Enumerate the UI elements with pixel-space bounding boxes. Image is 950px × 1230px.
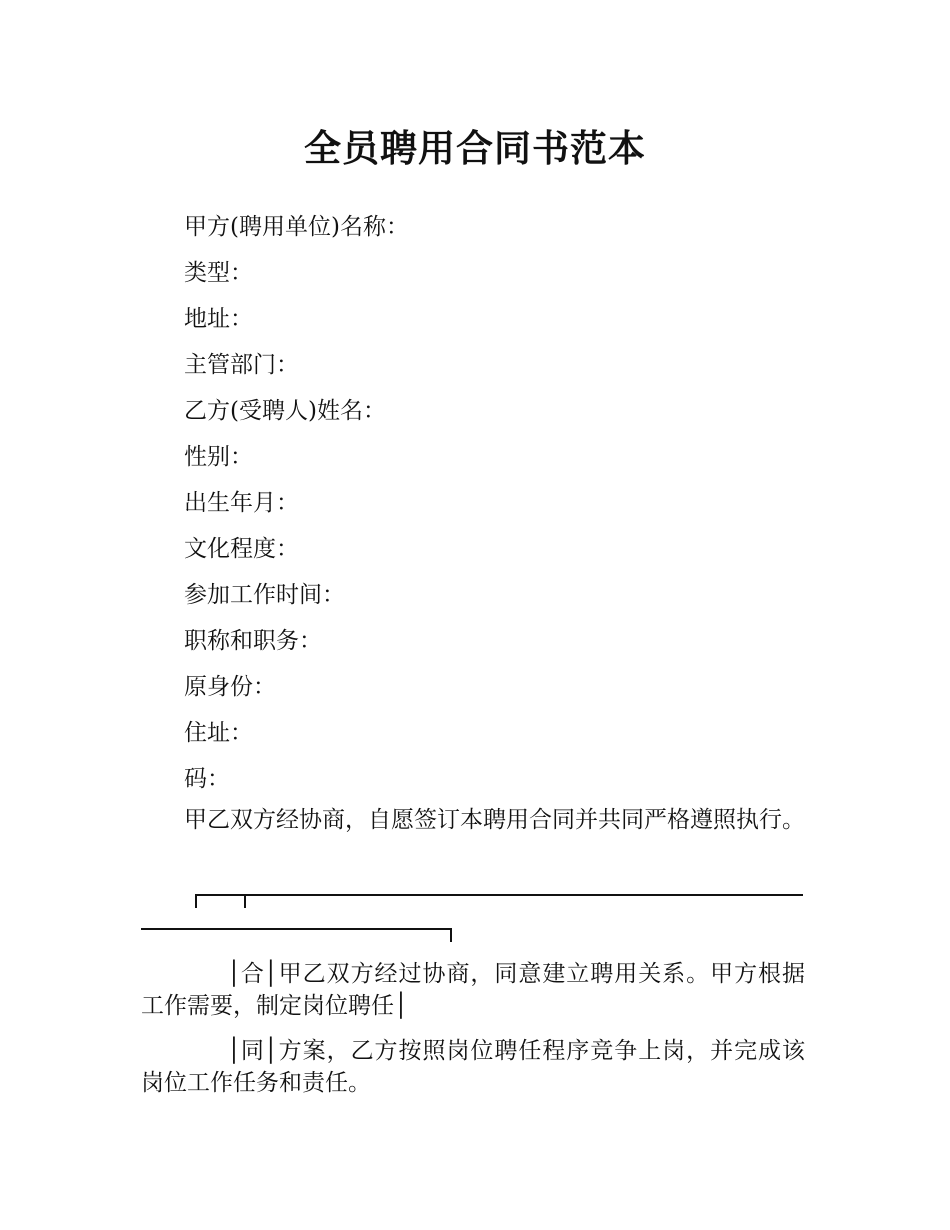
row-label-he: │合│	[227, 961, 278, 987]
field-work-start: 参加工作时间：	[184, 582, 345, 608]
table-row-1	[141, 958, 805, 1022]
field-supervising-dept: 主管部门：	[184, 352, 299, 378]
field-type: 类型：	[184, 260, 253, 286]
field-title-position: 职称和职务：	[184, 628, 322, 654]
row-label-tong: │同│	[227, 1038, 278, 1064]
field-gender: 性别：	[184, 444, 253, 470]
row-text-1: 甲乙双方经过协商，同意建立聘用关系。甲方根据工作需要，制定岗位聘任│	[141, 961, 805, 1019]
field-address: 地址：	[184, 306, 253, 332]
intro-paragraph: 甲乙双方经协商，自愿签订本聘用合同并共同严格遵照执行。	[184, 807, 805, 833]
field-original-status: 原身份：	[184, 674, 276, 700]
field-residence: 住址：	[184, 720, 253, 746]
field-birth-date: 出生年月：	[184, 490, 299, 516]
field-employee-name: 乙方(受聘人)姓名：	[184, 398, 386, 424]
document-title: 全员聘用合同书范本	[304, 127, 646, 170]
party-info-fields	[184, 204, 409, 802]
table-row-2	[141, 1035, 805, 1099]
row-text-2: 方案，乙方按照岗位聘任程序竞争上岗，并完成该岗位工作任务和责任。	[141, 1038, 805, 1096]
field-code: 码：	[184, 766, 230, 792]
field-education: 文化程度：	[184, 536, 299, 562]
field-employer-name: 甲方(聘用单位)名称：	[184, 214, 409, 240]
